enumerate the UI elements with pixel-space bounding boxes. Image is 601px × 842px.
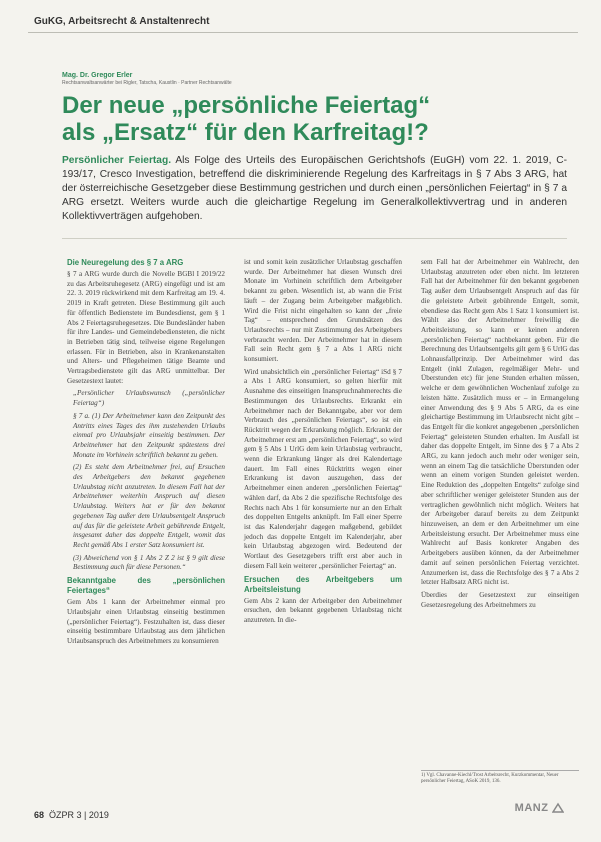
body-paragraph: Überdies der Gesetzestext zur einseitigen Gesetzesregelung des Arbeitnehmers zu (421, 590, 579, 609)
section-heading: Die Neuregelung des § 7 a ARG (67, 258, 184, 267)
title-line-2: als „Ersatz“ für den Karfreitag!? (62, 119, 429, 146)
section-title: GuKG, Arbeitsrecht & Anstaltenrecht (34, 16, 210, 27)
body-paragraph: Gem Abs 2 kann der Arbeitgeber den Arbeitnehmer ersuchen, den bekannt gegebenen Urlaubstag nicht anzutreten. In die- (244, 596, 402, 624)
quote-heading: „Persönlicher Urlaubswunsch („persönlicher Feiertag“) (73, 389, 225, 408)
article-title (62, 92, 562, 146)
body-paragraph: § 7 a ARG wurde durch die Novelle BGBl I 2019/22 zu das Arbeitsruhegesetz (ARG) eingefügt und ist am 22. 3. 2019 rückwirkend mit dem Karfreitag am 19. 4. 2019 in Kraft getreten. Diese Bestimmung gilt auch für öffentlich Bedienstete im Bundesdienst, gem § 1 Abs 2 Feiertagsruhegesetzes. Die Bundesländer haben für ihre Landes- und Gemeindebediensteten, die nicht in Betrieben tätig sind, teilweise eigene Regelungen erlassen. Für in Betrieben, also in Krankenanstalten und Alters- und Pflegeheimen tätige Beamte und Vertragsbedienstete gilt das ARG unmittelbar. Der Gesetzestext lautet: (67, 270, 225, 385)
quote-paragraph: (2) Es steht dem Arbeitnehmer frei, auf Ersuchen des Arbeitgebers den bekannt gegebenen Urlaubstag nicht anzutreten. In diesem Fall hat der Arbeitnehmer weiterhin Anspruch auf diesen Urlaubstag. Weiters hat er für den bekannt gegebenen Tag außer dem Urlaubsentgelt Anspruch auf das für die geleistete Arbeit gebührende Entgelt, insgesamt daher das doppelte Entgelt, womit das Recht gemäß Abs 1 erster Satz konsumiert ist. (73, 463, 225, 549)
section-heading: Bekanntgabe des „persönlichen Feiertages“ (67, 576, 225, 596)
publisher-mark-icon (552, 802, 564, 814)
lead-text: Als Folge des Urteils des Europäischen Gerichtshofs (EuGH) vom 22. 1. 2019, C- 193/17, Cresco Investigation, betreffend die diskriminierende Regelung des Karfreitags in § 7 Abs 3 ARG, hat der österreichische Gesetzgeber diese Bestimmung gestrichen und durch einen „persönlichen Feiertag“ in § 7 a ARG ersetzt. Weiters wurde auch die gleichartige Regelung im Generalkollektivvertrag und in anderen Kollektivverträgen aufgehoben. (62, 155, 567, 222)
column-2 (244, 258, 402, 629)
publisher-logo (515, 802, 564, 814)
body-paragraph: Gem Abs 1 kann der Arbeitnehmer einmal pro Urlaubsjahr einen Urlaubstag einseitig bestimmen („persönlicher Feiertag“). Festzuhalten ist, dass dieser einseitig bestimmbare Urlaubstag aus dem jährlichen Urlaubsanspruch des Arbeitnehmers zu konsumieren (67, 598, 225, 645)
running-header (28, 10, 578, 33)
body-paragraph: Wird unabsichtlich ein „persönlicher Feiertag“ iSd § 7 a Abs 1 ARG konsumiert, so gelten hierfür mit Ausnahme des einseitigen Inanspruchnahmerechts die Bestimmungen des Urlaubsrechts. Erkrankt ein Arbeitnehmer nach der Bekanntgabe, aber vor dem Verbrauch des „persönlichen Feiertags“, so ist ein Rücktritt wegen der Erkrankung möglich. Erkrankt der Arbeitnehmer erst am „persönlichen Feiertag“, so wird gem § 5 Abs 1 UrlG dem kein Urlaubstag verbraucht, wenn die Erkrankung länger als drei Kalendertage dauert. Im Fall eines Rücktritts wegen einer Erkrankung ist davon auszugehen, dass der Arbeitnehmer einen anderen „persönlichen Feiertag“ wählen darf, da Abs 2 die spezifische Rechtsfolge des Rechts nach Abs 1 für konsumierte nur an den Erhalt des doppelten Entgelts anknüpft. Im Fall einer Sperre ist das Kalenderjahr dagegen maßgebend, gebildet jedoch das doppelte Entgelt im Kalenderjahr, aber kein Urlaubstag abgezogen wird. Bedeutend der Wortlaut des Gesetzgebers trifft erst aber auch in diesem Fall kein weiterer „persönlicher Feiertag“ an. (244, 367, 402, 570)
journal-issue: ÖZPR 3 | 2019 (49, 810, 109, 820)
quote-paragraph: § 7 a. (1) Der Arbeitnehmer kann den Zeitpunkt des Antritts eines Tages des ihm zustehenden Urlaubs einmal pro Urlaubsjahr einseitig bestimmen. Der Arbeitnehmer hat den Zeitpunkt spätestens drei Monate im Vorhinein schriftlich bekannt zu geben. (73, 411, 225, 459)
author-name: Mag. Dr. Gregor Erler (62, 72, 133, 79)
column-1 (67, 258, 225, 650)
page-number-line (34, 810, 109, 820)
publisher-name: MANZ (514, 802, 549, 814)
title-line-1: Der neue „persönliche Feiertag“ (62, 92, 431, 119)
page-footer (28, 802, 578, 826)
body-paragraph: sem Fall hat der Arbeitnehmer ein Wahlrecht, den Urlaubstag anzutreten oder eben nicht. Im letzteren Fall hat der Arbeitnehmer für den bekannt gegebenen Tag außer dem Urlaubsentgelt Anspruch auf das für die geleistete Arbeit gebührende Entgelt, somit, ebendiese das Recht gem Abs 1 Satz 1 konsumiert ist. Wählt also der Arbeitnehmer freiwillig die Arbeitsleistung, so kann er keinen anderen „persönlichen Feiertag“ nachbekannt geben. Für die Berechnung des Urlaubsentgelts gilt gem § 6 UrlG das Lohnausfallprinzip. Der Arbeitnehmer wird das Entgelt (inkl Zulagen, regelmäßiger Mehr- und Überstunden etc) für jene Stunden erhalten müssen, welche er dem gewöhnlichen Wochenlauf zufolge zu leisten hätte. Zusätzlich muss er – in Ermangelung einer Anwendung des § 9 Abs 5 ARG, da es eine gleichartige Bestimmung im Urlaubsrecht nicht gibt – das Entgelt für die konkret angegebenen „persönlichen Feiertag“ geleisteten Stunden erhalten. Im Ausfall ist daher das doppelte Entgelt, im Sinne des § 7 a Abs 2 ARG, zu kann jedoch auch mehr oder weniger sein, wenn an einem Tag die tatsächliche Überstunden oder wenn an einem vorigen Stunden geleistet werden. Eine Reduktion des „doppelten Entgelts“ zufolge sind aber schriftlicher weniger geleisteter Stunden aus der vertraglichen gewöhnlich nicht möglich. Weiters hat der Arbeitgeber darauf bereits zu dem Zeitpunkt hinzuweisen, an dem er den Arbeitnehmer um eine Arbeitsleistung ersucht. Der Arbeitnehmer muss eine Wahlrecht auf Basis konkreter Angaben des Arbeitgebers ausüben können, da der Arbeitnehmer damit auf seinen persönlichen Feiertag verzichtet. Anzumerken ist, dass die Rechtsfolge des § 7 a Abs 2 letzter Halbsatz ARG nicht ist. (421, 258, 579, 587)
page-number: 68 (34, 810, 45, 820)
body-paragraph: ist und somit kein zusätzlicher Urlaubstag geschaffen wurde. Der Arbeitnehmer hat diesen Wunsch drei Monate im Vorhinein schriftlich dem Arbeitgeber bekannt zu geben. Wesentlich ist, ab wann die Frist läuft – der Zugang beim Arbeitgeber maßgeblich. Wird die Frist nicht eingehalten so kann der „freie Tag“ – entsprechend den Grundsätzen des Urlaubsrechts – nur mit Zustimmung des Arbeitgebers verbraucht werden. Der Arbeitnehmer hat in diesem Fall sein Recht gem § 7 a Abs 1 ARG nicht konsumiert. (244, 258, 402, 364)
footnote: 1) Vgl. Chavanne-Kiechl/Trost Arbeitsrecht, Kurzkommentar, Neuer persönlicher Feiertag, ASoK 2019, 136. (421, 770, 579, 786)
section-heading: Ersuchen des Arbeitgebers um Arbeitsleistung (244, 574, 402, 594)
quote-paragraph: (3) Abweichend von § 1 Abs 2 Z 2 ist § 9 gilt diese Bestimmung auch für diese Personen.“ (73, 553, 225, 572)
lead-paragraph (62, 154, 567, 224)
column-3 (421, 258, 579, 613)
author-role: Rechtsanwaltsanwärter bei Rigler, Tatscha, Kaustlin · Partner Rechtsanwälte (62, 80, 232, 86)
author-block (62, 72, 542, 86)
divider (62, 238, 567, 239)
lead-label: Persönlicher Feiertag. (62, 155, 172, 166)
